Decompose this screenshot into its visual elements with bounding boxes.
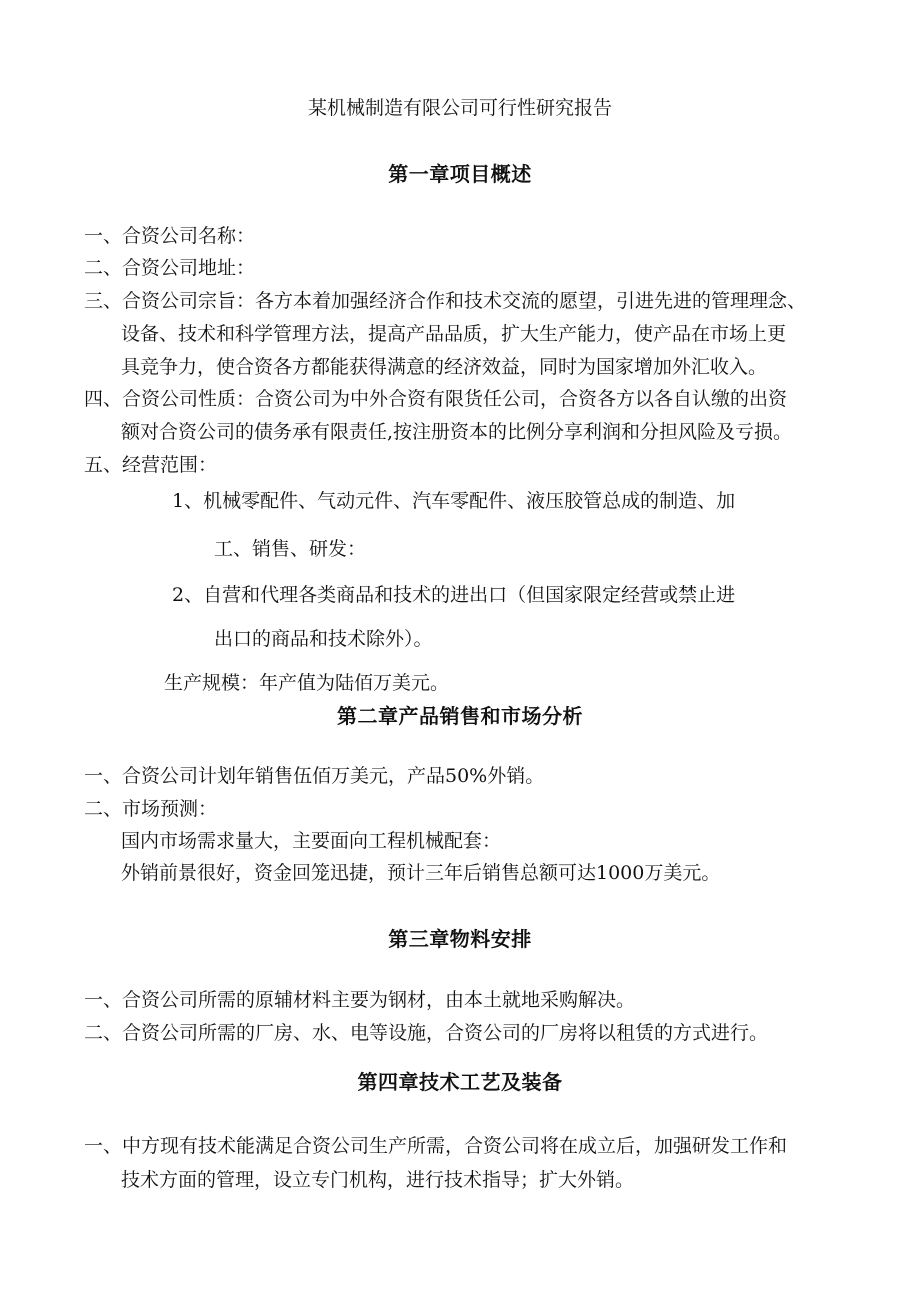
scope-1-line-2: 工、销售、研发：: [214, 538, 367, 560]
ch4-item-1-line-1: 一、中方现有技术能满足合资公司生产所需，合资公司将在成立后，加强研发工作和: [84, 1135, 788, 1157]
document-title: 某机械制造有限公司可行性研究报告: [307, 97, 612, 119]
scope-2-line-1: 2、自营和代理各类商品和技术的进出口（但国家限定经营或禁止进: [172, 584, 736, 606]
chapter-3-heading: 第三章物料安排: [388, 927, 532, 951]
ch2-sub-2: 外销前景很好，资金回笼迅捷，预计三年后销售总额可达1000万美元。: [121, 862, 721, 884]
production-scale: 生产规模：年产值为陆佰万美元。: [164, 672, 450, 694]
ch1-item-5: 五、经营范围：: [84, 454, 218, 476]
ch1-item-1: 一、合资公司名称：: [84, 225, 256, 247]
scope-2-line-2: 出口的商品和技术除外）。: [214, 628, 433, 650]
ch1-item-3-line-1: 三、合资公司宗旨：各方本着加强经济合作和技术交流的愿望，引进先进的管理理念、: [84, 290, 807, 312]
ch2-sub-1: 国内市场需求量大，主要面向工程机械配套：: [121, 830, 502, 852]
scope-1-line-1: 1、机械零配件、气动元件、汽车零配件、液压胶管总成的制造、加: [172, 490, 736, 512]
chapter-2-heading: 第二章产品销售和市场分析: [337, 704, 583, 728]
ch1-item-2: 二、合资公司地址：: [84, 257, 256, 279]
ch3-item-2: 二、合资公司所需的厂房、水、电等设施，合资公司的厂房将以租赁的方式进行。: [84, 1022, 769, 1044]
ch1-item-3-line-2: 设备、技术和科学管理方法，提高产品品质，扩大生产能力，使产品在市场上更: [121, 323, 787, 345]
chapter-1-heading: 第一章项目概述: [388, 162, 532, 186]
ch2-item-2: 二、市场预测：: [84, 798, 218, 820]
ch1-item-4-line-2: 额对合资公司的债务承有限责任,按注册资本的比例分享利润和分担风险及亏损。: [121, 421, 793, 443]
ch2-item-1: 一、合资公司计划年销售伍佰万美元，产品50%外销。: [84, 765, 545, 787]
ch4-item-1-line-2: 技术方面的管理，设立专门机构，进行技术指导；扩大外销。: [121, 1169, 635, 1191]
chapter-4-heading: 第四章技术工艺及装备: [357, 1070, 563, 1094]
ch3-item-1: 一、合资公司所需的原辅材料主要为钢材，由本土就地采购解决。: [84, 989, 636, 1011]
ch1-item-3-line-3: 具竞争力，使合资各方都能获得满意的经济效益，同时为国家增加外汇收入。: [121, 356, 768, 378]
ch1-item-4-line-1: 四、合资公司性质：合资公司为中外合资有限货任公司，合资各方以各自认缴的出资: [84, 388, 788, 410]
